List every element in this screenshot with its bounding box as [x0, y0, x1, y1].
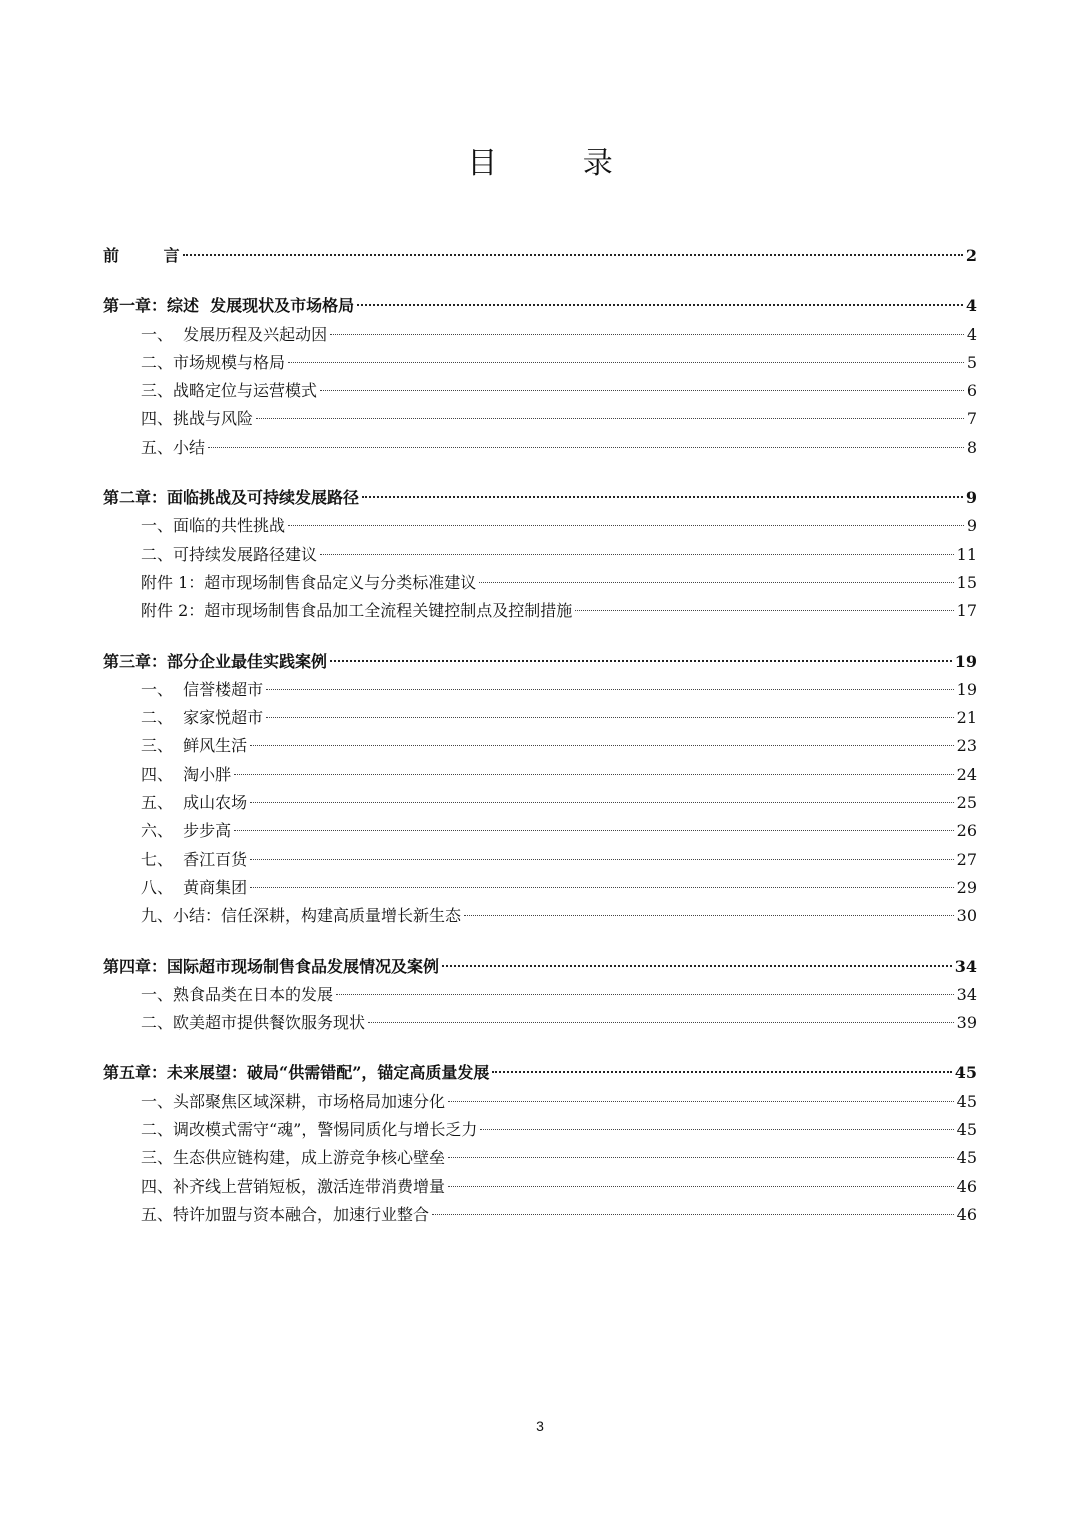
page-number: 3: [536, 1418, 544, 1434]
toc-chapter-entry[interactable]: [103, 648, 977, 676]
dot-leader: [362, 496, 963, 498]
toc-entry-label: 五、小结: [141, 437, 206, 457]
toc-entry-label: 一、头部聚焦区域深耕，市场格局加速分化: [141, 1091, 446, 1111]
toc-section-entry[interactable]: [103, 541, 977, 569]
toc-section-entry[interactable]: [103, 874, 977, 902]
toc-page-number: 46: [956, 1204, 977, 1224]
toc-section-entry[interactable]: [103, 597, 977, 625]
toc-page-number: 7: [966, 409, 977, 429]
dot-leader: [357, 304, 963, 306]
toc-chapter-entry[interactable]: [103, 292, 977, 320]
toc-entry-label: 一、 发展历程及兴起动因: [141, 324, 328, 344]
toc-page-number: 34: [956, 984, 977, 1004]
toc-section-entry[interactable]: [103, 1009, 977, 1037]
dot-leader: [266, 689, 953, 690]
toc-page-number: 11: [956, 544, 977, 564]
toc-section-entry[interactable]: [103, 1116, 977, 1144]
dot-leader: [234, 830, 953, 831]
toc-entry-label: 二、欧美超市提供餐饮服务现状: [141, 1013, 366, 1033]
toc-section-entry[interactable]: [103, 704, 977, 732]
dot-leader: [256, 418, 964, 419]
toc-entry-label: 四、 淘小胖: [141, 764, 232, 784]
toc-group: [103, 953, 977, 1038]
toc-page-number: 15: [956, 572, 977, 592]
toc-chapter-entry[interactable]: [103, 242, 977, 270]
toc-group: [103, 292, 977, 462]
dot-leader: [250, 887, 953, 888]
toc-page-number: 26: [956, 821, 977, 841]
toc-page-number: 5: [966, 352, 977, 372]
dot-leader: [330, 334, 964, 335]
dot-leader: [288, 525, 964, 526]
toc-section-entry[interactable]: [103, 512, 977, 540]
dot-leader: [330, 660, 952, 662]
dot-leader: [183, 254, 963, 256]
toc-entry-label: 三、战略定位与运营模式: [141, 381, 318, 401]
dot-leader: [448, 1157, 954, 1158]
toc-entry-label: 二、市场规模与格局: [141, 352, 286, 372]
toc-section-entry[interactable]: [103, 761, 977, 789]
toc-entry-label: 一、 信誉楼超市: [141, 679, 264, 699]
page-title: 目 录: [467, 146, 651, 181]
toc-page-number: 45: [956, 1148, 977, 1168]
toc-chapter-entry[interactable]: [103, 484, 977, 512]
toc-group: [103, 242, 977, 270]
toc-page-number: 45: [956, 1120, 977, 1140]
toc-entry-label: 第二章：面临挑战及可持续发展路径: [103, 488, 360, 508]
toc-entry-label: 三、 鲜风生活: [141, 736, 248, 756]
toc-entry-label: 第四章：国际超市现场制售食品发展情况及案例: [103, 956, 440, 976]
toc-section-entry[interactable]: [103, 1201, 977, 1229]
toc-page-number: 4: [966, 324, 977, 344]
toc-entry-label: 五、特许加盟与资本融合，加速行业整合: [141, 1204, 430, 1224]
toc-section-entry[interactable]: [103, 569, 977, 597]
toc-page-number: 34: [954, 956, 977, 976]
toc-section-entry[interactable]: [103, 321, 977, 349]
dot-leader: [368, 1022, 954, 1023]
toc-page-number: 9: [966, 516, 977, 536]
toc-page-number: 39: [956, 1013, 977, 1033]
toc-chapter-entry[interactable]: [103, 953, 977, 981]
toc-entry-label: 九、小结：信任深耕，构建高质量增长新生态: [141, 906, 462, 926]
toc-entry-label: 二、可持续发展路径建议: [141, 544, 318, 564]
toc-entry-label: 附件 1：超市现场制售食品定义与分类标准建议: [141, 572, 477, 592]
dot-leader: [492, 1071, 951, 1073]
toc-entry-label: 一、熟食品类在日本的发展: [141, 984, 334, 1004]
dot-leader: [336, 994, 954, 995]
toc-entry-label: 一、面临的共性挑战: [141, 516, 286, 536]
dot-leader: [448, 1101, 954, 1102]
dot-leader: [288, 362, 964, 363]
toc-chapter-entry[interactable]: [103, 1059, 977, 1087]
dot-leader: [480, 1129, 953, 1130]
toc-entry-label: 第一章：综述 发展现状及市场格局: [103, 296, 355, 316]
toc-group: [103, 484, 977, 625]
toc-entry-label: 二、 家家悦超市: [141, 708, 264, 728]
toc-page-number: 9: [965, 488, 977, 508]
dot-leader: [575, 610, 953, 611]
toc-group: [103, 648, 977, 931]
toc-group: [103, 1059, 977, 1229]
dot-leader: [320, 390, 964, 391]
table-of-contents: [103, 242, 977, 1251]
dot-leader: [250, 745, 953, 746]
toc-page-number: 45: [956, 1091, 977, 1111]
toc-page-number: 8: [966, 437, 977, 457]
toc-entry-label: 六、 步步高: [141, 821, 232, 841]
dot-leader: [479, 582, 953, 583]
toc-page-number: 19: [954, 651, 977, 671]
toc-entry-label: 前 言: [103, 246, 180, 265]
toc-section-entry[interactable]: [103, 1173, 977, 1201]
dot-leader: [442, 965, 952, 967]
toc-entry-label: 第三章：部分企业最佳实践案例: [103, 651, 328, 671]
toc-page-number: 23: [956, 736, 977, 756]
toc-page-number: 30: [956, 906, 977, 926]
toc-entry-label: 七、 香江百货: [141, 849, 248, 869]
toc-entry-label: 八、 黄商集团: [141, 877, 248, 897]
dot-leader: [320, 554, 954, 555]
toc-section-entry[interactable]: [103, 377, 977, 405]
dot-leader: [208, 447, 964, 448]
toc-page-number: 25: [956, 793, 977, 813]
toc-entry-label: 五、 成山农场: [141, 793, 248, 813]
dot-leader: [464, 915, 954, 916]
toc-page-number: 6: [966, 381, 977, 401]
toc-section-entry[interactable]: [103, 434, 977, 462]
dot-leader: [250, 802, 953, 803]
toc-page-number: 4: [965, 296, 977, 316]
toc-entry-label: 第五章：未来展望：破局“供需错配”，锚定高质量发展: [103, 1063, 490, 1083]
toc-section-entry[interactable]: [103, 981, 977, 1009]
toc-section-entry[interactable]: [103, 405, 977, 433]
dot-leader: [234, 774, 953, 775]
toc-page-number: 24: [956, 764, 977, 784]
toc-page-number: 46: [956, 1176, 977, 1196]
toc-section-entry[interactable]: [103, 676, 977, 704]
dot-leader: [266, 717, 953, 718]
toc-section-entry[interactable]: [103, 789, 977, 817]
toc-page-number: 2: [965, 246, 977, 265]
toc-entry-label: 二、调改模式需守“魂”，警惕同质化与增长乏力: [141, 1120, 478, 1140]
toc-page-number: 45: [954, 1063, 977, 1083]
toc-section-entry[interactable]: [103, 1088, 977, 1116]
toc-page-number: 29: [956, 877, 977, 897]
toc-page-number: 21: [956, 708, 977, 728]
toc-page-number: 17: [956, 601, 977, 621]
toc-section-entry[interactable]: [103, 1144, 977, 1172]
toc-section-entry[interactable]: [103, 902, 977, 930]
toc-entry-label: 三、生态供应链构建，成上游竞争核心壁垒: [141, 1148, 446, 1168]
dot-leader: [432, 1214, 954, 1215]
toc-entry-label: 附件 2：超市现场制售食品加工全流程关键控制点及控制措施: [141, 601, 573, 621]
toc-section-entry[interactable]: [103, 732, 977, 760]
toc-section-entry[interactable]: [103, 846, 977, 874]
toc-entry-label: 四、挑战与风险: [141, 409, 254, 429]
toc-entry-label: 四、补齐线上营销短板，激活连带消费增量: [141, 1176, 446, 1196]
toc-page-number: 27: [956, 849, 977, 869]
toc-section-entry[interactable]: [103, 817, 977, 845]
toc-page-number: 19: [956, 679, 977, 699]
dot-leader: [250, 859, 953, 860]
dot-leader: [448, 1186, 954, 1187]
toc-section-entry[interactable]: [103, 349, 977, 377]
